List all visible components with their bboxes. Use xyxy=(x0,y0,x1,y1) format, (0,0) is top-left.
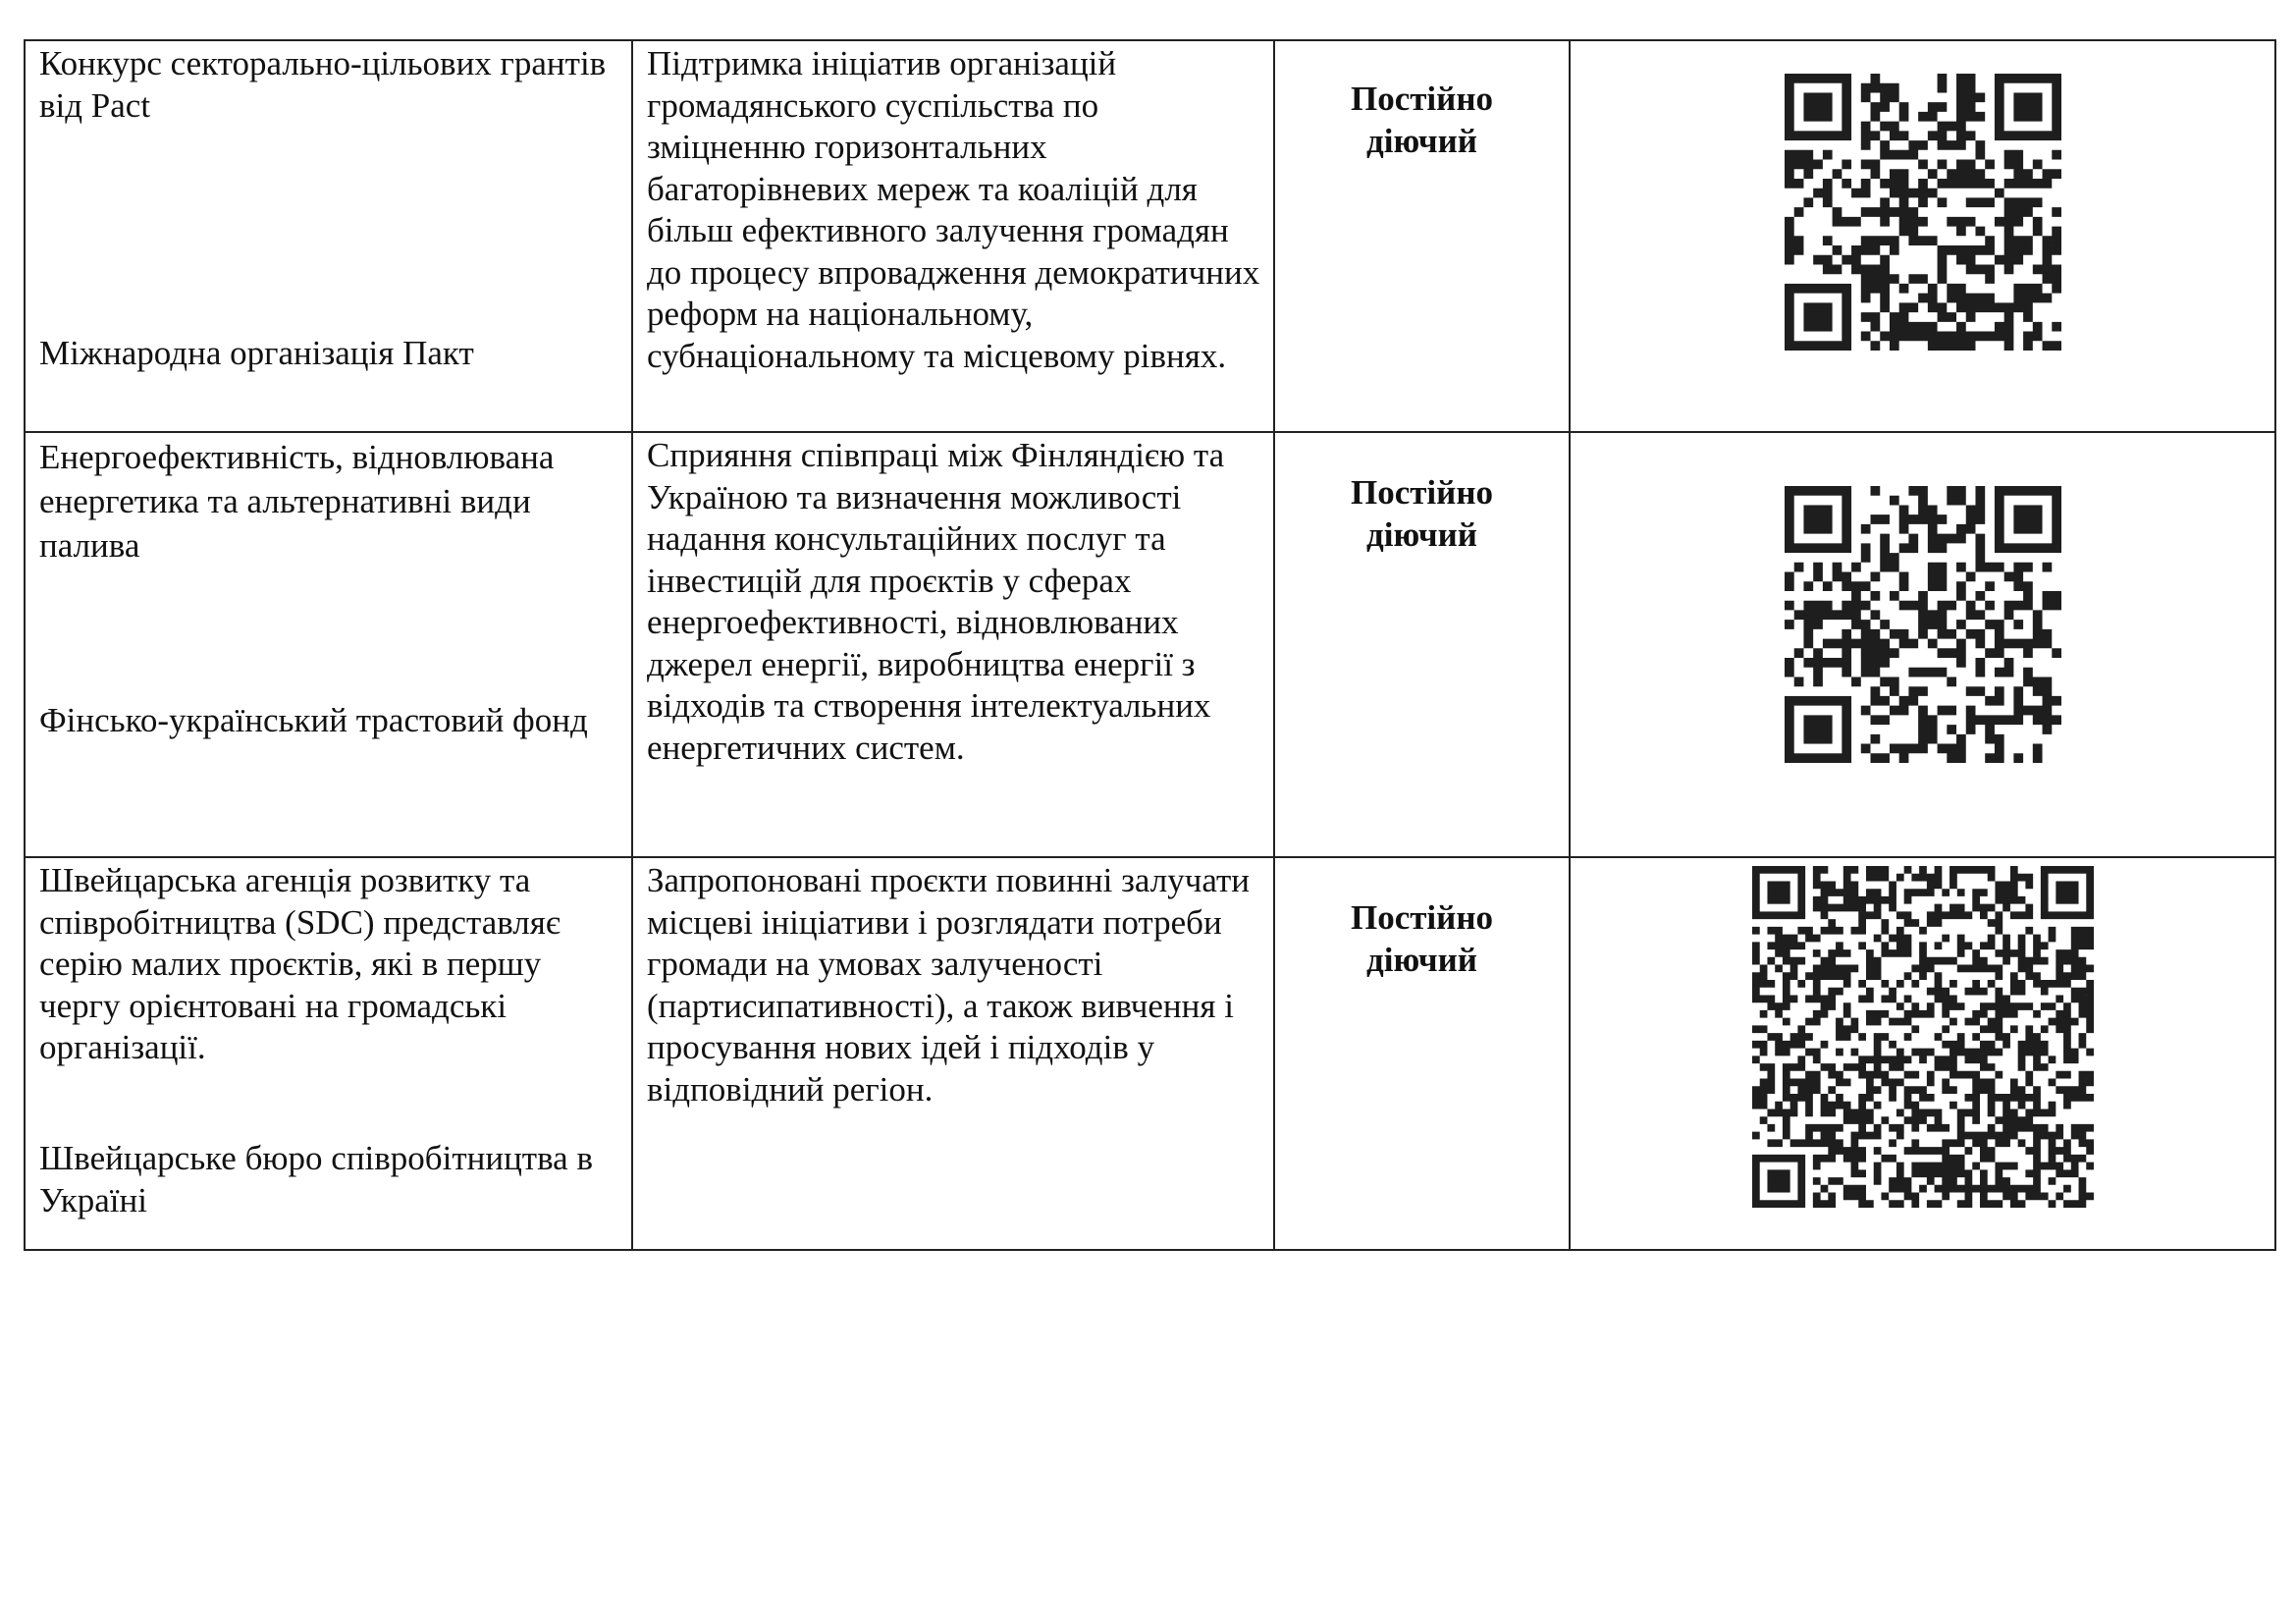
grants-table xyxy=(24,39,2276,1251)
qr-finder-pattern xyxy=(1789,701,1845,758)
qr-finder-pattern xyxy=(1755,870,1800,915)
description-text: Підтримка ініціатив організацій громадянського суспільства по зміцненню горизонтальних багаторівневих мереж та коаліцій для більш ефективного залучення громадян до процесу впровадження демократичних реформ на національному, субнаціональному та місцевому рівнях. xyxy=(647,44,1260,375)
organization-name: Фінсько-український трастовий фонд xyxy=(39,701,588,739)
program-cell xyxy=(25,40,632,432)
description-text: Запропоновані проєкти повинні залучати місцеві ініціативи і розглядати потреби громади на умовах залученості (партисипативності), а також вивчення і просування нових ідей і підходів у відповідний регіон. xyxy=(647,861,1250,1109)
qr-finder-pattern xyxy=(1789,79,1845,135)
program-title: Швейцарська агенція розвитку та співробітництва (SDC) представляє серію малих проєктів, які в першу чергу орієнтовані на громадські організації. xyxy=(39,861,561,1066)
qr-finder-pattern xyxy=(1789,491,1845,548)
status-label: Постійно діючий xyxy=(1350,80,1493,160)
table-row xyxy=(25,432,2275,857)
qr-finder-pattern xyxy=(1999,491,2056,548)
qr-finder-pattern xyxy=(1789,289,1845,346)
status-cell xyxy=(1274,432,1570,857)
table-row xyxy=(25,857,2275,1250)
qr-finder-pattern xyxy=(1999,79,2056,135)
qr-code-icon[interactable] xyxy=(1785,486,2061,763)
status-label: Постійно діючий xyxy=(1350,898,1493,979)
description-text: Сприяння співпраці між Фінляндією та Україною та визначення можливості надання консультаційних послуг та інвестицій для проєктів у сферах енергоефективності, відновлюваних джерел енергії, виробництва енергії з відходів та створення інтелектуальних енергетичних систем. xyxy=(647,436,1225,767)
qr-code-icon[interactable] xyxy=(1752,866,2094,1208)
description-cell xyxy=(632,432,1274,857)
description-cell xyxy=(632,857,1274,1250)
qr-code-icon[interactable] xyxy=(1785,74,2061,351)
qr-cell xyxy=(1570,857,2275,1250)
status-cell xyxy=(1274,40,1570,432)
organization-name: Міжнародна організація Пакт xyxy=(39,334,474,372)
qr-cell xyxy=(1570,40,2275,432)
status-label: Постійно діючий xyxy=(1350,473,1493,554)
table-row xyxy=(25,40,2275,432)
qr-cell xyxy=(1570,432,2275,857)
qr-finder-pattern xyxy=(1755,1159,1800,1204)
program-title: Енергоефективність, відновлювана енергетика та альтернативні види палива xyxy=(39,438,555,565)
organization-name: Швейцарське бюро співробітництва в Україні xyxy=(39,1139,593,1219)
program-cell xyxy=(25,857,632,1250)
qr-finder-pattern xyxy=(2044,870,2089,915)
status-cell xyxy=(1274,857,1570,1250)
program-title: Конкурс секторально-цільових грантів від Pact xyxy=(39,44,607,125)
description-cell xyxy=(632,40,1274,432)
program-cell xyxy=(25,432,632,857)
